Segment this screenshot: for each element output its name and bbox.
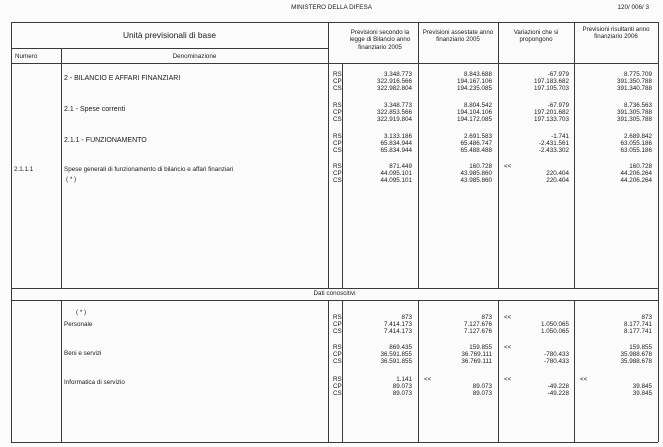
row-code: CP — [333, 140, 342, 147]
table-rule — [498, 22, 499, 288]
unit-title: Unità previsionali di base — [122, 30, 217, 40]
col-header-risultanti: Previsioni risultanti anno finanziario 2006 — [582, 26, 650, 41]
value-cell-v1: 65.834.944 — [380, 140, 412, 147]
table-rule — [342, 63, 343, 288]
value-cell-v4: 39.845 — [632, 383, 652, 390]
value-cell-v1: 1.141 — [396, 376, 412, 383]
value-cell-v4: 8.177.741 — [623, 321, 652, 328]
value-cell-v3: 197.201.682 — [533, 109, 569, 116]
value-cell-v2: 43.985.860 — [460, 170, 492, 177]
value-cell-v4: 8.736.563 — [623, 102, 652, 109]
value-cell-v2: 89.073 — [472, 383, 492, 390]
value-cell-v2: 7.127.676 — [463, 321, 492, 328]
section-number: 2.1.1.1 — [14, 166, 34, 173]
value-cell-v1: 65.834.944 — [380, 147, 412, 154]
denominazione-header: Denominazione — [172, 53, 217, 60]
row-code: CS — [333, 328, 342, 335]
dati-asterisk-note: ( * ) — [76, 309, 87, 316]
value-cell-v2: 43.985.860 — [460, 177, 492, 184]
group-label: Informatica di servizio — [64, 379, 125, 386]
value-cell-v2: 159.855 — [469, 344, 492, 351]
row-code: CP — [333, 351, 342, 358]
value-cell-v4: 44.206.264 — [620, 177, 652, 184]
value-cell-v1: 7.414.173 — [383, 328, 412, 335]
value-cell-v1: 36.591.855 — [380, 358, 412, 365]
col-header-assestate: Previsioni assestate anno finanziario 2005 — [422, 29, 494, 44]
table-rule — [574, 22, 575, 288]
value-cell-v4: 8.775.709 — [623, 71, 652, 78]
col-header-legge-bilancio: Previsioni secondo la legge di Bilancio anno finanziario 2005 — [349, 29, 411, 51]
row-code: RS — [333, 133, 342, 140]
table-rule — [498, 300, 499, 442]
value-cell-v3: 220.404 — [546, 177, 569, 184]
value-cell-v4: 159.855 — [629, 344, 652, 351]
row-code: RS — [333, 344, 342, 351]
table-rule — [61, 48, 62, 288]
group-label: Personale — [64, 321, 93, 328]
value-cell-v2: 36.769.111 — [461, 351, 492, 358]
value-cell-v3: -780.433 — [544, 358, 569, 365]
value-cell-v2: 65.488.488 — [460, 147, 492, 154]
value-cell-v4: 35.988.678 — [620, 351, 652, 358]
value-cell-v1: 7.414.173 — [383, 321, 412, 328]
table-rule — [574, 300, 575, 442]
dati-conoscitivi-title: Dati conoscitivi — [313, 290, 356, 297]
value-cell-v3: << — [504, 376, 512, 383]
value-cell-v4: 391.350.788 — [616, 78, 652, 85]
col-header-variazioni: Variazioni che si propongono — [513, 29, 559, 44]
table-rule — [11, 22, 12, 442]
value-cell-v3: -2.431.561 — [538, 140, 569, 147]
group-label: Beni e servizi — [64, 350, 102, 357]
value-cell-v2: 65.486.747 — [460, 140, 492, 147]
value-cell-v1: 44.095.101 — [380, 177, 412, 184]
value-cell-v2: 194.235.085 — [456, 85, 492, 92]
table-rule — [11, 63, 658, 64]
row-code: CP — [333, 109, 342, 116]
table-rule — [418, 300, 419, 442]
value-cell-v1: 44.095.101 — [380, 170, 412, 177]
value-cell-v4: 391.340.788 — [616, 85, 652, 92]
row-code: RS — [333, 314, 342, 321]
table-rule — [11, 442, 658, 443]
value-cell-v3: 197.183.682 — [533, 78, 569, 85]
table-rule — [328, 300, 329, 442]
table-rule — [658, 22, 659, 442]
value-cell-v3: -49.228 — [547, 390, 569, 397]
value-cell-v3: -49.228 — [547, 383, 569, 390]
value-cell-v1: 322.916.566 — [376, 78, 412, 85]
value-cell-v4: 35.988.678 — [620, 358, 652, 365]
table-rule — [418, 22, 419, 288]
table-rule — [342, 300, 343, 442]
row-code: CS — [333, 390, 342, 397]
table-rule — [11, 288, 658, 289]
section-label: 2.1 - Spese correnti — [64, 106, 126, 113]
row-code: CP — [333, 170, 342, 177]
value-cell-v4: 873 — [641, 314, 652, 321]
value-cell-v2: 194.172.085 — [456, 116, 492, 123]
value-cell-v3: -1.741 — [551, 133, 569, 140]
value-cell-v1: 873 — [401, 314, 412, 321]
value-cell-v3: << — [504, 344, 512, 351]
section-label: Spese generali di funzionamento di bilancio e affari finanziari — [64, 166, 234, 173]
value-cell-v1: 869.435 — [389, 344, 412, 351]
value-cell-v2: << — [424, 376, 432, 383]
value-cell-v3: << — [504, 314, 512, 321]
value-cell-v1: 3.348.773 — [383, 71, 412, 78]
section-label: 2.1.1 - FUNZIONAMENTO — [64, 137, 147, 144]
value-cell-v3: 197.133.703 — [533, 116, 569, 123]
row-code: RS — [333, 71, 342, 78]
table-rule — [11, 48, 328, 49]
asterisk-note: ( * ) — [66, 176, 77, 183]
table-rule — [328, 22, 329, 288]
ministry-title: MINISTERO DELLA DIFESA — [291, 4, 372, 11]
value-cell-v2: 8.804.542 — [463, 102, 492, 109]
value-cell-v2: 36.769.111 — [461, 358, 492, 365]
value-cell-v1: 3.133.186 — [383, 133, 412, 140]
value-cell-v3: -67.979 — [547, 102, 569, 109]
value-cell-v1: 89.073 — [392, 390, 412, 397]
value-cell-v4: 39.845 — [632, 390, 652, 397]
value-cell-v3: 1.050.065 — [540, 321, 569, 328]
value-cell-v2: 194.167.106 — [456, 78, 492, 85]
row-code: CP — [333, 383, 342, 390]
row-code: CP — [333, 321, 342, 328]
value-cell-v4: 391.305.788 — [616, 109, 652, 116]
value-cell-v2: 873 — [481, 314, 492, 321]
section-label: 2 - BILANCIO E AFFARI FINANZIARI — [64, 75, 181, 82]
row-code: RS — [333, 163, 342, 170]
row-code: CP — [333, 78, 342, 85]
value-cell-v1: 89.073 — [392, 383, 412, 390]
row-code: CS — [333, 85, 342, 92]
value-cell-v1: 322.919.804 — [376, 116, 412, 123]
value-cell-v4: 2.689.842 — [623, 133, 652, 140]
value-cell-v2: 7.127.676 — [463, 328, 492, 335]
value-cell-v4: 160.728 — [629, 163, 652, 170]
page-reference: 120/ 006/ 3 — [617, 4, 649, 11]
value-cell-v2: 160.728 — [469, 163, 492, 170]
value-cell-v1: 322.982.804 — [376, 85, 412, 92]
value-cell-v4: 63.055.186 — [620, 147, 652, 154]
table-rule — [11, 22, 658, 23]
value-cell-v4: 8.177.741 — [623, 328, 652, 335]
value-cell-v4: 391.305.788 — [616, 116, 652, 123]
value-cell-v3: 197.105.703 — [533, 85, 569, 92]
value-cell-v2: 2.691.583 — [463, 133, 492, 140]
value-cell-v1: 36.591.855 — [380, 351, 412, 358]
row-code: CS — [333, 177, 342, 184]
value-cell-v3: -2.433.302 — [538, 147, 569, 154]
value-cell-v3: << — [504, 163, 512, 170]
table-rule — [11, 300, 658, 301]
value-cell-v2: 194.104.106 — [456, 109, 492, 116]
row-code: CS — [333, 358, 342, 365]
value-cell-v4: << — [580, 376, 588, 383]
table-rule — [61, 300, 62, 442]
row-code: RS — [333, 376, 342, 383]
value-cell-v3: 220.404 — [546, 170, 569, 177]
row-code: CS — [333, 147, 342, 154]
value-cell-v2: 8.843.688 — [463, 71, 492, 78]
value-cell-v3: -780.433 — [544, 351, 569, 358]
value-cell-v4: 44.206.264 — [620, 170, 652, 177]
value-cell-v4: 63.055.186 — [620, 140, 652, 147]
row-code: CS — [333, 116, 342, 123]
value-cell-v1: 3.348.773 — [383, 102, 412, 109]
value-cell-v3: 1.050.065 — [540, 328, 569, 335]
row-code: RS — [333, 102, 342, 109]
numero-header: Numero — [15, 53, 38, 60]
value-cell-v1: 871.449 — [389, 163, 412, 170]
value-cell-v1: 322.853.566 — [376, 109, 412, 116]
value-cell-v2: 89.073 — [472, 390, 492, 397]
value-cell-v3: -67.979 — [547, 71, 569, 78]
